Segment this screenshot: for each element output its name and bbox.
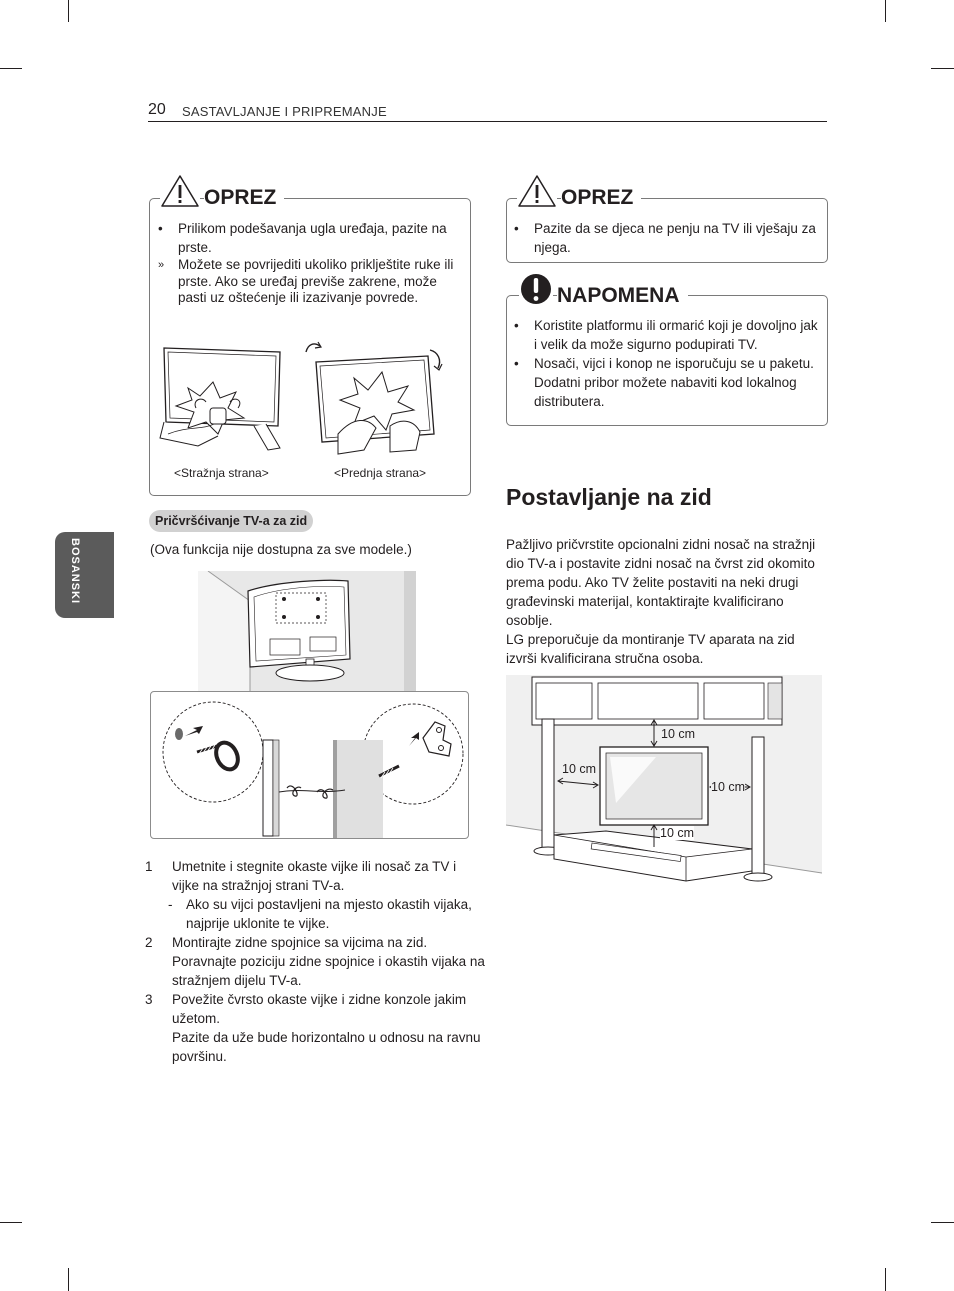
caution-list (508, 219, 822, 257)
crop-mark (931, 1222, 954, 1223)
step-subnote-text: Ako su vijci postavljeni na mjesto okastih vijaka, najprije uklonite te vijke. (186, 897, 472, 931)
tv-angle-illustration (158, 338, 460, 460)
item-text: Možete se povrijediti ukoliko priklještite ruke ili prste. Ako se uređaj previše zakrene, može pasti uz oštećenje ili izazivanje povrede. (178, 257, 454, 305)
chevron-marker: » (158, 259, 165, 271)
caution-title: OPREZ (561, 186, 641, 210)
step-number: 2 (145, 935, 153, 950)
crop-mark (0, 1222, 22, 1223)
step-text: Umetnite i stegnite okaste vijke ili nosač za TV i vijke na stražnjoj strani TV-a. (172, 859, 457, 893)
bullet: • (514, 318, 519, 333)
list-item (145, 933, 485, 990)
list-item (508, 316, 822, 354)
list-item (152, 257, 466, 307)
step-number: 1 (145, 859, 153, 874)
step-subnote (168, 895, 485, 933)
caption-front: <Prednja strana> (334, 466, 427, 480)
caution-list (152, 219, 466, 307)
item-text: Pazite da se djeca ne penju na TV ili vješaju za njega. (534, 221, 816, 255)
note-list (508, 316, 822, 411)
bullet: • (158, 221, 163, 236)
paragraph: LG preporučuje da montiranje TV aparata na zid izvrši kvalificirana stručna osoba. (506, 632, 795, 666)
step-number: 3 (145, 992, 153, 1007)
bullet: • (514, 221, 519, 236)
list-item (152, 219, 466, 257)
clearance-label-left: 10 cm (562, 762, 597, 776)
crop-mark (0, 68, 22, 69)
warning-icon (517, 174, 557, 208)
section-heading: Postavljanje na zid (506, 484, 712, 510)
header-rule (148, 121, 827, 122)
list-item (145, 857, 485, 933)
language-tab-label: BOSANSKI (69, 538, 81, 605)
list-item (508, 219, 822, 257)
crop-mark (885, 1268, 886, 1291)
item-text: Prilikom podešavanja ugla uređaja, pazite na prste. (178, 221, 447, 255)
crop-mark (885, 0, 886, 22)
bullet: • (514, 356, 519, 371)
section-title: SASTAVLJANJE I PRIPREMANJE (182, 104, 387, 119)
step-text: Pazite da uže bude horizontalno u odnosu na ravnu površinu. (172, 1030, 481, 1064)
step-text: Montirajte zidne spojnice sa vijcima na zid. Poravnajte poziciju zidne spojnice i okastih vijaka na stražnjem dijelu TV-a. (172, 935, 485, 988)
clearance-label-bottom: 10 cm (660, 826, 695, 840)
fixing-label: Pričvršćivanje TV-a za zid (149, 510, 313, 532)
wall-mount-text (506, 535, 828, 668)
list-item (145, 990, 485, 1066)
crop-mark (68, 1268, 69, 1291)
exclamation-icon (519, 273, 553, 305)
crop-mark (68, 0, 69, 22)
fixing-note: (Ova funkcija nije dostupna za sve modele.) (150, 542, 412, 557)
item-text: Nosači, vijci i konop ne isporučuju se u paketu. Dodatni pribor možete nabaviti kod lokalnog distributera. (534, 356, 814, 409)
paragraph: Pažljivo pričvrstite opcionalni zidni nosač na stražnji dio TV-a i postavite zidni nosač na čvrst zid okomito prema podu. Ako TV želite postaviti na neki drugi građevinski materijal, kontaktirajte kvalificirano osoblje. (506, 537, 816, 628)
tv-rear-wall-illustration (198, 571, 416, 691)
clearance-label-right: 10 cm (711, 780, 746, 794)
note-title: NAPOMENA (557, 284, 688, 308)
step-text: Povežite čvrsto okaste vijke i zidne konzole jakim užetom. (172, 992, 467, 1026)
clearance-illustration (506, 675, 822, 887)
caption-back: <Stražnja strana> (174, 466, 269, 480)
fixing-steps (145, 857, 485, 1066)
dash-marker: - (168, 897, 173, 912)
crop-mark (931, 68, 954, 69)
eye-bolt-illustration (150, 691, 469, 839)
language-tab (55, 532, 114, 618)
page-number: 20 (148, 101, 166, 118)
item-text: Koristite platformu ili ormarić koji je dovoljno jak i velik da može sigurno podupirati TV. (534, 318, 818, 352)
caution-title: OPREZ (204, 186, 284, 210)
clearance-label-top: 10 cm (661, 727, 696, 741)
list-item (508, 354, 822, 411)
warning-icon (160, 174, 200, 208)
